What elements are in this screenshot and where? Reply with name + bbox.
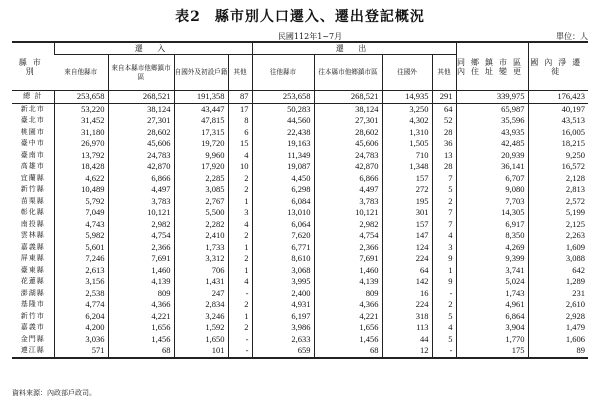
column-header: 其他 [228,55,252,91]
value-cell: 64 [382,265,432,277]
value-cell: 157 [382,173,432,185]
value-cell: 2,572 [528,196,588,208]
value-cell: 28,602 [108,127,174,139]
table-row [12,103,588,115]
value-cell: 147 [382,230,432,242]
value-cell: 2,366 [108,242,174,254]
table-body [12,91,588,358]
migration-table [12,41,588,359]
value-cell: 5 [432,334,456,346]
value-cell: 3,088 [528,253,588,265]
value-cell: 3,250 [382,103,432,115]
value-cell: 28 [432,161,456,173]
value-cell: 36 [432,138,456,150]
value-cell: 4,221 [314,311,382,323]
value-cell: 1,592 [174,322,228,334]
value-cell: 247 [174,288,228,300]
value-cell: 2,263 [528,230,588,242]
value-cell: 101 [174,345,228,358]
value-cell: 191,358 [174,91,228,104]
value-cell: 571 [54,345,108,358]
value-cell: 8 [228,115,252,127]
value-cell: 9,399 [456,253,528,265]
value-cell: 17 [228,103,252,115]
table-row [12,288,588,300]
value-cell: 224 [382,299,432,311]
value-cell: 2,125 [528,219,588,231]
value-cell: - [432,345,456,358]
column-header: 往他縣市 [252,55,314,91]
value-cell: 291 [432,91,456,104]
value-cell: 4,754 [314,230,382,242]
value-cell: 2 [228,173,252,185]
table-row [12,196,588,208]
value-cell: 6,204 [54,311,108,323]
value-cell: 809 [314,288,382,300]
value-cell: 268,521 [108,91,174,104]
region-cell: 連江縣 [12,345,54,358]
value-cell: 6,917 [456,219,528,231]
value-cell: 1 [228,242,252,254]
unit-label: 單位：人 [556,32,588,41]
value-cell: 4,450 [252,173,314,185]
value-cell: 7,246 [54,253,108,265]
table-row [12,253,588,265]
value-cell: 2,982 [314,219,382,231]
value-cell: 4 [432,322,456,334]
value-cell: 4,221 [108,311,174,323]
value-cell: 64 [432,103,456,115]
region-cell: 嘉義縣 [20,242,45,251]
value-cell: 68 [108,345,174,358]
region-cell: 嘉義市 [20,323,45,331]
region-cell: 彰化縣 [20,208,45,216]
value-cell: 14,935 [382,91,432,104]
value-cell: 2,128 [528,173,588,185]
region-header: 縣市別 [12,43,54,91]
table-row [12,276,588,288]
value-cell: 4 [432,230,456,242]
value-cell: 4 [228,219,252,231]
value-cell: 43,447 [174,103,228,115]
value-cell: 8,350 [456,230,528,242]
value-cell: 3,085 [174,184,228,196]
value-cell: 1,505 [382,138,432,150]
value-cell: 9,960 [174,150,228,162]
value-cell: 16 [382,288,432,300]
value-cell: 2,813 [528,184,588,196]
value-cell: 710 [382,150,432,162]
value-cell: 4,366 [314,299,382,311]
value-cell: 38,124 [314,103,382,115]
value-cell: 43,935 [456,127,528,139]
value-cell: 47,815 [174,115,228,127]
table-row [12,334,588,346]
value-cell: 9 [432,253,456,265]
value-cell: 20,939 [456,150,528,162]
value-cell: 11,349 [252,150,314,162]
value-cell: 5 [432,184,456,196]
value-cell: 1,289 [528,276,588,288]
value-cell: 3,995 [252,276,314,288]
value-cell: 2 [228,253,252,265]
value-cell: 4,961 [456,299,528,311]
value-cell: 5,199 [528,207,588,219]
value-cell: 1,460 [108,265,174,277]
value-cell: 706 [174,265,228,277]
value-cell: 1,348 [382,161,432,173]
table-row [12,242,588,254]
value-cell: 4,754 [108,230,174,242]
region-cell: 花蓮縣 [20,277,45,285]
value-cell: 1,479 [528,322,588,334]
value-cell: 6,084 [252,196,314,208]
region-cell: 南投縣 [20,219,45,228]
table-row [12,299,588,311]
value-cell: 224 [382,253,432,265]
value-cell: 7,691 [314,253,382,265]
value-cell: 5,792 [54,196,108,208]
value-cell: 3,986 [252,322,314,334]
value-cell: 68 [314,345,382,358]
value-cell: 7,691 [108,253,174,265]
value-cell: 10 [228,161,252,173]
value-cell: 19,720 [174,138,228,150]
value-cell: 35,596 [456,115,528,127]
value-cell: 3,068 [252,265,314,277]
value-cell: 1,456 [108,334,174,346]
value-cell: 4,302 [382,115,432,127]
value-cell: 1,733 [174,242,228,254]
value-cell: 175 [456,345,528,358]
value-cell: 4,931 [252,299,314,311]
table-row [12,311,588,323]
source-note: 資料來源：內政部戶政司。 [12,389,96,397]
value-cell: 272 [382,184,432,196]
value-cell: 1,656 [314,322,382,334]
value-cell: 4 [228,150,252,162]
value-cell: 9 [432,276,456,288]
value-cell: 231 [528,288,588,300]
value-cell: 42,485 [456,138,528,150]
value-cell: 7 [432,207,456,219]
table-row [12,345,588,358]
value-cell: 142 [382,276,432,288]
value-cell: 1,431 [174,276,228,288]
value-cell: 642 [528,265,588,277]
value-cell: 53,220 [54,103,108,115]
region-cell: 金門縣 [20,334,45,343]
value-cell: 6,864 [456,311,528,323]
column-header: 來自本縣市他鄉鎮市區 [108,55,174,91]
value-cell: 1,606 [528,334,588,346]
value-cell: 5,982 [54,230,108,242]
value-cell: 3,783 [108,196,174,208]
value-cell: 4,366 [108,299,174,311]
value-cell: 3,246 [174,311,228,323]
value-cell: 1,743 [456,288,528,300]
table-row [12,184,588,196]
value-cell: 3,904 [456,322,528,334]
value-cell: 44,560 [252,115,314,127]
value-cell: 6,707 [456,173,528,185]
value-cell: 2 [432,299,456,311]
value-cell: 19,163 [252,138,314,150]
region-cell: 桃園市 [20,127,45,136]
value-cell: - [432,288,456,300]
value-cell: 2 [228,184,252,196]
value-cell: 3,741 [456,265,528,277]
value-cell: 5,024 [456,276,528,288]
value-cell: 6,771 [252,242,314,254]
column-header: 其他 [432,55,456,91]
value-cell: 87 [228,91,252,104]
move-in-header: 遷 入 [54,43,252,55]
region-cell: 總 計 [12,91,54,104]
value-cell: 301 [382,207,432,219]
region-cell: 臺東縣 [20,265,45,274]
value-cell: 3,312 [174,253,228,265]
column-header: 國內淨遷徙 [528,43,588,91]
table-row [12,138,588,150]
value-cell: 42,870 [108,161,174,173]
value-cell: 3,036 [54,334,108,346]
region-cell: 屏東縣 [20,254,45,262]
table-row [12,173,588,185]
table-number: 表2 [175,9,201,25]
value-cell: 14,305 [456,207,528,219]
column-header: 往國外 [382,55,432,91]
value-cell: 6,197 [252,311,314,323]
total-row [12,91,588,104]
value-cell: 18,215 [528,138,588,150]
value-cell: 3 [228,207,252,219]
value-cell: 4,139 [314,276,382,288]
value-cell: 12 [382,345,432,358]
value-cell: 7 [432,219,456,231]
value-cell: 4,497 [314,184,382,196]
value-cell: 6,866 [314,173,382,185]
value-cell: 3 [432,242,456,254]
value-cell: 13,792 [54,150,108,162]
region-cell: 雲林縣 [20,231,45,239]
region-cell: 新竹市 [20,311,45,320]
value-cell: 5 [432,311,456,323]
value-cell: 42,870 [314,161,382,173]
value-cell: 4 [228,276,252,288]
value-cell: 2 [228,322,252,334]
table-row [12,219,588,231]
value-cell: 45,606 [314,138,382,150]
value-cell: 15 [228,138,252,150]
value-cell: 4,497 [108,184,174,196]
value-cell: 7 [432,173,456,185]
value-cell: 16,005 [528,127,588,139]
value-cell: 1 [228,196,252,208]
value-cell: 1,460 [314,265,382,277]
value-cell: 2,928 [528,311,588,323]
value-cell: - [228,334,252,346]
value-cell: 18,428 [54,161,108,173]
value-cell: 318 [382,311,432,323]
table-row [12,161,588,173]
region-cell: 臺南市 [20,150,45,159]
value-cell: 809 [108,288,174,300]
value-cell: 28,602 [314,127,382,139]
table-row [12,322,588,334]
region-cell: 高雄市 [20,162,45,170]
value-cell: 1,656 [108,322,174,334]
value-cell: 4,200 [54,322,108,334]
value-cell: 52 [432,115,456,127]
table-row [12,265,588,277]
value-cell: 1 [432,265,456,277]
value-cell: 1,310 [382,127,432,139]
value-cell: 2,366 [314,242,382,254]
value-cell: 1 [228,265,252,277]
value-cell: 16,572 [528,161,588,173]
value-cell: 1,456 [314,334,382,346]
period-label: 民國112年1~7月 [277,32,343,41]
value-cell: 113 [382,322,432,334]
value-cell: 17,920 [174,161,228,173]
column-header: 同鄉鎮市區內住址變更 [456,43,528,91]
value-cell: 2,982 [108,219,174,231]
value-cell: 1,609 [528,242,588,254]
value-cell: 4,139 [108,276,174,288]
move-out-header: 遷 出 [252,43,456,55]
value-cell: 195 [382,196,432,208]
value-cell: 24,783 [108,150,174,162]
value-cell: 2,285 [174,173,228,185]
value-cell: 2,767 [174,196,228,208]
value-cell: 24,783 [314,150,382,162]
value-cell: 38,124 [108,103,174,115]
table-title-text: 縣市別人口遷入、遷出登記概況 [214,9,425,25]
value-cell: 19,087 [252,161,314,173]
table-row [12,230,588,242]
value-cell: 50,283 [252,103,314,115]
value-cell: - [228,345,252,358]
value-cell: 9,250 [528,150,588,162]
value-cell: 6 [228,127,252,139]
value-cell: 2,633 [252,334,314,346]
value-cell: 8,610 [252,253,314,265]
region-cell: 新竹縣 [20,185,45,193]
value-cell: 253,658 [252,91,314,104]
value-cell: - [228,288,252,300]
value-cell: 5,601 [54,242,108,254]
value-cell: 2 [432,196,456,208]
value-cell: 4,269 [456,242,528,254]
region-cell: 澎湖縣 [20,288,45,297]
value-cell: 4,622 [54,173,108,185]
value-cell: 65,987 [456,103,528,115]
value-cell: 6,064 [252,219,314,231]
value-cell: 4,743 [54,219,108,231]
table-row [12,115,588,127]
value-cell: 2,282 [174,219,228,231]
value-cell: 36,141 [456,161,528,173]
value-cell: 1,650 [174,334,228,346]
value-cell: 13,010 [252,207,314,219]
value-cell: 26,970 [54,138,108,150]
value-cell: 31,180 [54,127,108,139]
value-cell: 7,049 [54,207,108,219]
value-cell: 2,613 [54,265,108,277]
value-cell: 10,121 [108,207,174,219]
value-cell: 6,866 [108,173,174,185]
value-cell: 10,489 [54,184,108,196]
value-cell: 45,606 [108,138,174,150]
value-cell: 157 [382,219,432,231]
value-cell: 40,197 [528,103,588,115]
value-cell: 13 [432,150,456,162]
value-cell: 31,452 [54,115,108,127]
value-cell: 3,783 [314,196,382,208]
value-cell: 4,774 [54,299,108,311]
value-cell: 1,770 [456,334,528,346]
value-cell: 268,521 [314,91,382,104]
value-cell: 17,315 [174,127,228,139]
value-cell: 3,156 [54,276,108,288]
value-cell: 2 [228,299,252,311]
value-cell: 7,703 [456,196,528,208]
value-cell: 5,500 [174,207,228,219]
value-cell: 6,298 [252,184,314,196]
value-cell: 2,610 [528,299,588,311]
value-cell: 2,410 [174,230,228,242]
value-cell: 339,975 [456,91,528,104]
table-title [0,6,600,26]
value-cell: 7,620 [252,230,314,242]
value-cell: 10,121 [314,207,382,219]
value-cell: 22,438 [252,127,314,139]
region-cell: 苗栗縣 [20,196,45,205]
value-cell: 659 [252,345,314,358]
table-row [12,207,588,219]
table-row [12,127,588,139]
column-header: 往本縣市他鄉鎮市區 [314,55,382,91]
value-cell: 2,400 [252,288,314,300]
region-cell: 臺中市 [20,139,45,147]
value-cell: 176,423 [528,91,588,104]
region-cell: 基隆市 [20,300,45,308]
value-cell: 2,538 [54,288,108,300]
value-cell: 9,080 [456,184,528,196]
value-cell: 28 [432,127,456,139]
value-cell: 43,513 [528,115,588,127]
value-cell: 253,658 [54,91,108,104]
table-row [12,150,588,162]
region-cell: 宜蘭縣 [20,173,45,182]
value-cell: 27,301 [314,115,382,127]
region-cell: 臺北市 [20,116,45,124]
value-cell: 44 [382,334,432,346]
column-header: 來自他縣市 [54,55,108,91]
value-cell: 27,301 [108,115,174,127]
value-cell: 89 [528,345,588,358]
column-header: 自國外及初設戶籍 [174,55,228,91]
region-cell: 新北市 [20,104,45,113]
value-cell: 2,834 [174,299,228,311]
value-cell: 2 [228,230,252,242]
value-cell: 124 [382,242,432,254]
value-cell: 1 [228,311,252,323]
